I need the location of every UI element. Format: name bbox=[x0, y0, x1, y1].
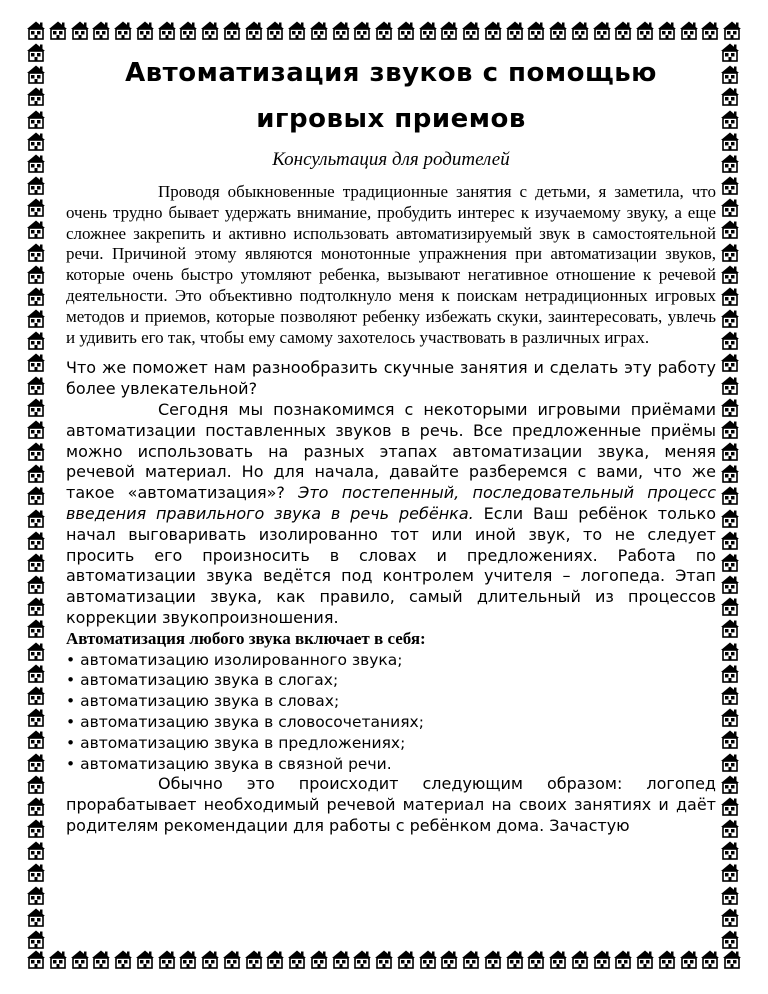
house-icon bbox=[418, 20, 438, 40]
subtitle: Консультация для родителей bbox=[272, 149, 510, 170]
house-icon bbox=[26, 219, 46, 239]
house-icon bbox=[26, 175, 46, 195]
house-icon bbox=[720, 264, 740, 284]
document-body bbox=[66, 50, 716, 837]
house-icon bbox=[26, 596, 46, 616]
house-icon bbox=[505, 949, 525, 969]
house-icon bbox=[720, 818, 740, 838]
house-icon bbox=[26, 308, 46, 328]
house-icon bbox=[720, 885, 740, 905]
house-icon bbox=[26, 729, 46, 749]
house-icon bbox=[720, 175, 740, 195]
list-item: • автоматизацию звука в связной речи. bbox=[66, 754, 392, 773]
border-bottom bbox=[26, 949, 742, 971]
house-icon bbox=[26, 929, 46, 949]
house-icon bbox=[26, 530, 46, 550]
house-icon bbox=[720, 330, 740, 350]
list-item: • автоматизацию звука в словах; bbox=[66, 692, 340, 711]
house-icon bbox=[26, 774, 46, 794]
house-icon bbox=[635, 20, 655, 40]
house-icon bbox=[722, 20, 742, 40]
house-icon bbox=[70, 949, 90, 969]
house-icon bbox=[26, 796, 46, 816]
house-icon bbox=[309, 20, 329, 40]
house-icon bbox=[720, 596, 740, 616]
house-icon bbox=[331, 949, 351, 969]
house-icon bbox=[720, 397, 740, 417]
house-icon bbox=[570, 20, 590, 40]
house-icon bbox=[720, 64, 740, 84]
house-icon bbox=[720, 530, 740, 550]
house-icon bbox=[48, 949, 68, 969]
house-icon bbox=[720, 641, 740, 661]
house-icon bbox=[374, 949, 394, 969]
house-icon bbox=[635, 949, 655, 969]
house-icon bbox=[720, 618, 740, 638]
title-line-2: игровых приемов bbox=[256, 104, 526, 134]
house-icon bbox=[26, 42, 46, 62]
house-icon bbox=[26, 641, 46, 661]
house-icon bbox=[91, 20, 111, 40]
house-icon bbox=[265, 20, 285, 40]
house-icon bbox=[244, 949, 264, 969]
house-icon bbox=[26, 330, 46, 350]
house-icon bbox=[720, 774, 740, 794]
house-icon bbox=[352, 20, 372, 40]
house-icon bbox=[244, 20, 264, 40]
house-icon bbox=[526, 20, 546, 40]
house-icon bbox=[91, 949, 111, 969]
house-icon bbox=[720, 907, 740, 927]
house-icon bbox=[439, 949, 459, 969]
house-icon bbox=[720, 131, 740, 151]
house-icon bbox=[720, 441, 740, 461]
house-icon bbox=[720, 419, 740, 439]
house-icon bbox=[548, 949, 568, 969]
house-icon bbox=[26, 463, 46, 483]
house-icon bbox=[720, 663, 740, 683]
house-icon bbox=[679, 949, 699, 969]
house-icon bbox=[613, 949, 633, 969]
house-icon bbox=[157, 20, 177, 40]
house-icon bbox=[526, 949, 546, 969]
house-icon bbox=[720, 574, 740, 594]
house-icon bbox=[222, 949, 242, 969]
house-icon bbox=[720, 219, 740, 239]
paragraph-automation bbox=[66, 400, 716, 629]
house-icon bbox=[26, 618, 46, 638]
house-icon bbox=[135, 20, 155, 40]
house-icon bbox=[331, 20, 351, 40]
house-icon bbox=[113, 20, 133, 40]
house-icon bbox=[720, 153, 740, 173]
house-icon bbox=[26, 685, 46, 705]
house-icon bbox=[613, 20, 633, 40]
house-icon bbox=[720, 552, 740, 572]
house-icon bbox=[26, 885, 46, 905]
house-icon bbox=[26, 574, 46, 594]
list-heading: Автоматизация любого звука включает в себя: bbox=[66, 628, 426, 648]
house-icon bbox=[461, 20, 481, 40]
house-icon bbox=[26, 64, 46, 84]
house-icon bbox=[483, 949, 503, 969]
house-icon bbox=[222, 20, 242, 40]
house-icon bbox=[26, 862, 46, 882]
house-icon bbox=[396, 949, 416, 969]
house-icon bbox=[720, 242, 740, 262]
house-icon bbox=[679, 20, 699, 40]
house-icon bbox=[26, 663, 46, 683]
house-icon bbox=[396, 20, 416, 40]
house-icon bbox=[720, 286, 740, 306]
house-icon bbox=[26, 153, 46, 173]
house-icon bbox=[439, 20, 459, 40]
house-icon bbox=[26, 109, 46, 129]
list-item: • автоматизацию звука в слогах; bbox=[66, 671, 339, 690]
house-icon bbox=[178, 949, 198, 969]
house-icon bbox=[418, 949, 438, 969]
stages-list bbox=[66, 650, 716, 775]
house-icon bbox=[720, 862, 740, 882]
house-icon bbox=[26, 485, 46, 505]
house-icon bbox=[26, 20, 46, 40]
house-icon bbox=[374, 20, 394, 40]
house-icon bbox=[26, 840, 46, 860]
paragraph-automation-start: Сегодня мы познакомимся с некоторыми игровыми приёмами автоматизации поставленных звуков в речь. Все предложенные приёмы можно использовать на разных этапах автоматизации звука, меняя речевой материал. Но для начала, давайте разберемся с вами, что же такое «автоматизация»? bbox=[66, 399, 716, 503]
house-icon bbox=[722, 949, 742, 969]
house-icon bbox=[26, 197, 46, 217]
house-icon bbox=[26, 552, 46, 572]
list-item: • автоматизацию изолированного звука; bbox=[66, 650, 403, 669]
house-icon bbox=[70, 20, 90, 40]
house-icon bbox=[505, 20, 525, 40]
house-icon bbox=[26, 242, 46, 262]
house-icon bbox=[720, 929, 740, 949]
house-icon bbox=[592, 949, 612, 969]
house-icon bbox=[720, 308, 740, 328]
house-icon bbox=[26, 352, 46, 372]
house-icon bbox=[548, 20, 568, 40]
house-icon bbox=[200, 949, 220, 969]
definition-italic: Это постепенный, последовательный процесс введения правильного звука в речь ребёнка. bbox=[66, 483, 717, 523]
house-icon bbox=[720, 109, 740, 129]
house-icon bbox=[720, 752, 740, 772]
list-item: • автоматизацию звука в предложениях; bbox=[66, 733, 406, 752]
paragraph-automation-end: Если Ваш ребёнок только начал выговаривать изолированно тот или иной звук, то не следует просить его произносить в словах и предложениях. Работа по автоматизации звука ведётся под контролем учителя – логопеда. Этап автоматизации звука, как правило, самый длительный из процессов коррекции звукопроизношения. bbox=[66, 503, 716, 627]
house-icon bbox=[720, 707, 740, 727]
house-icon bbox=[26, 264, 46, 284]
house-icon bbox=[700, 949, 720, 969]
house-icon bbox=[287, 949, 307, 969]
house-icon bbox=[26, 131, 46, 151]
house-icon bbox=[720, 685, 740, 705]
house-icon bbox=[26, 397, 46, 417]
paragraph-process: Обычно это происходит следующим образом: логопед прорабатывает необходимый речевой материал на своих занятиях и даёт родителям рекомендации для работы с ребёнком дома. Зачастую bbox=[66, 774, 716, 835]
house-icon bbox=[720, 463, 740, 483]
house-icon bbox=[570, 949, 590, 969]
house-icon bbox=[157, 949, 177, 969]
house-icon bbox=[720, 375, 740, 395]
title-line-1: Автоматизация звуков с помощью bbox=[125, 58, 657, 88]
house-icon bbox=[26, 752, 46, 772]
house-icon bbox=[26, 907, 46, 927]
house-icon bbox=[700, 20, 720, 40]
house-icon bbox=[720, 729, 740, 749]
house-icon bbox=[48, 20, 68, 40]
paragraph-question: Что же поможет нам разнообразить скучные занятия и сделать эту работу более увлекательной? bbox=[66, 358, 716, 399]
house-icon bbox=[26, 949, 46, 969]
house-icon bbox=[657, 949, 677, 969]
house-icon bbox=[720, 796, 740, 816]
house-icon bbox=[720, 197, 740, 217]
house-icon bbox=[657, 20, 677, 40]
house-icon bbox=[265, 949, 285, 969]
house-icon bbox=[178, 20, 198, 40]
house-icon bbox=[461, 949, 481, 969]
border-left bbox=[26, 42, 48, 949]
house-icon bbox=[720, 42, 740, 62]
house-icon bbox=[26, 286, 46, 306]
house-icon bbox=[26, 419, 46, 439]
page-title bbox=[66, 50, 716, 142]
house-icon bbox=[26, 818, 46, 838]
house-icon bbox=[352, 949, 372, 969]
house-icon bbox=[483, 20, 503, 40]
house-icon bbox=[113, 949, 133, 969]
house-icon bbox=[720, 840, 740, 860]
house-icon bbox=[720, 508, 740, 528]
house-icon bbox=[309, 949, 329, 969]
house-icon bbox=[26, 375, 46, 395]
house-icon bbox=[720, 86, 740, 106]
house-icon bbox=[592, 20, 612, 40]
paragraph-intro: Проводя обыкновенные традиционные занятия с детьми, я заметила, что очень трудно бывает удержать внимание, пробудить интерес к изучаемому звуку, а еще сложнее закрепить и активно использовать автоматизируемый звук в самостоятельной речи. Причиной этому являются монотонные упражнения при автоматизации звуков, которые очень быстро утомляют ребенка, вызывают негативное отношение к речевой деятельности. Это объективно подтолкнуло меня к поискам нетрадиционных игровых методов и приемов, которые позволяют ребенку избежать скуки, заинтересовать, увлечь и удивить его так, чтобы ему самому захотелось участвовать в различных играх. bbox=[66, 182, 716, 347]
house-icon bbox=[26, 508, 46, 528]
list-item: • автоматизацию звука в словосочетаниях; bbox=[66, 712, 424, 731]
house-icon bbox=[200, 20, 220, 40]
house-icon bbox=[720, 485, 740, 505]
house-icon bbox=[287, 20, 307, 40]
house-icon bbox=[26, 707, 46, 727]
border-right bbox=[720, 42, 742, 949]
border-top bbox=[26, 20, 742, 42]
house-icon bbox=[720, 352, 740, 372]
house-icon bbox=[135, 949, 155, 969]
house-icon bbox=[26, 86, 46, 106]
house-icon bbox=[26, 441, 46, 461]
